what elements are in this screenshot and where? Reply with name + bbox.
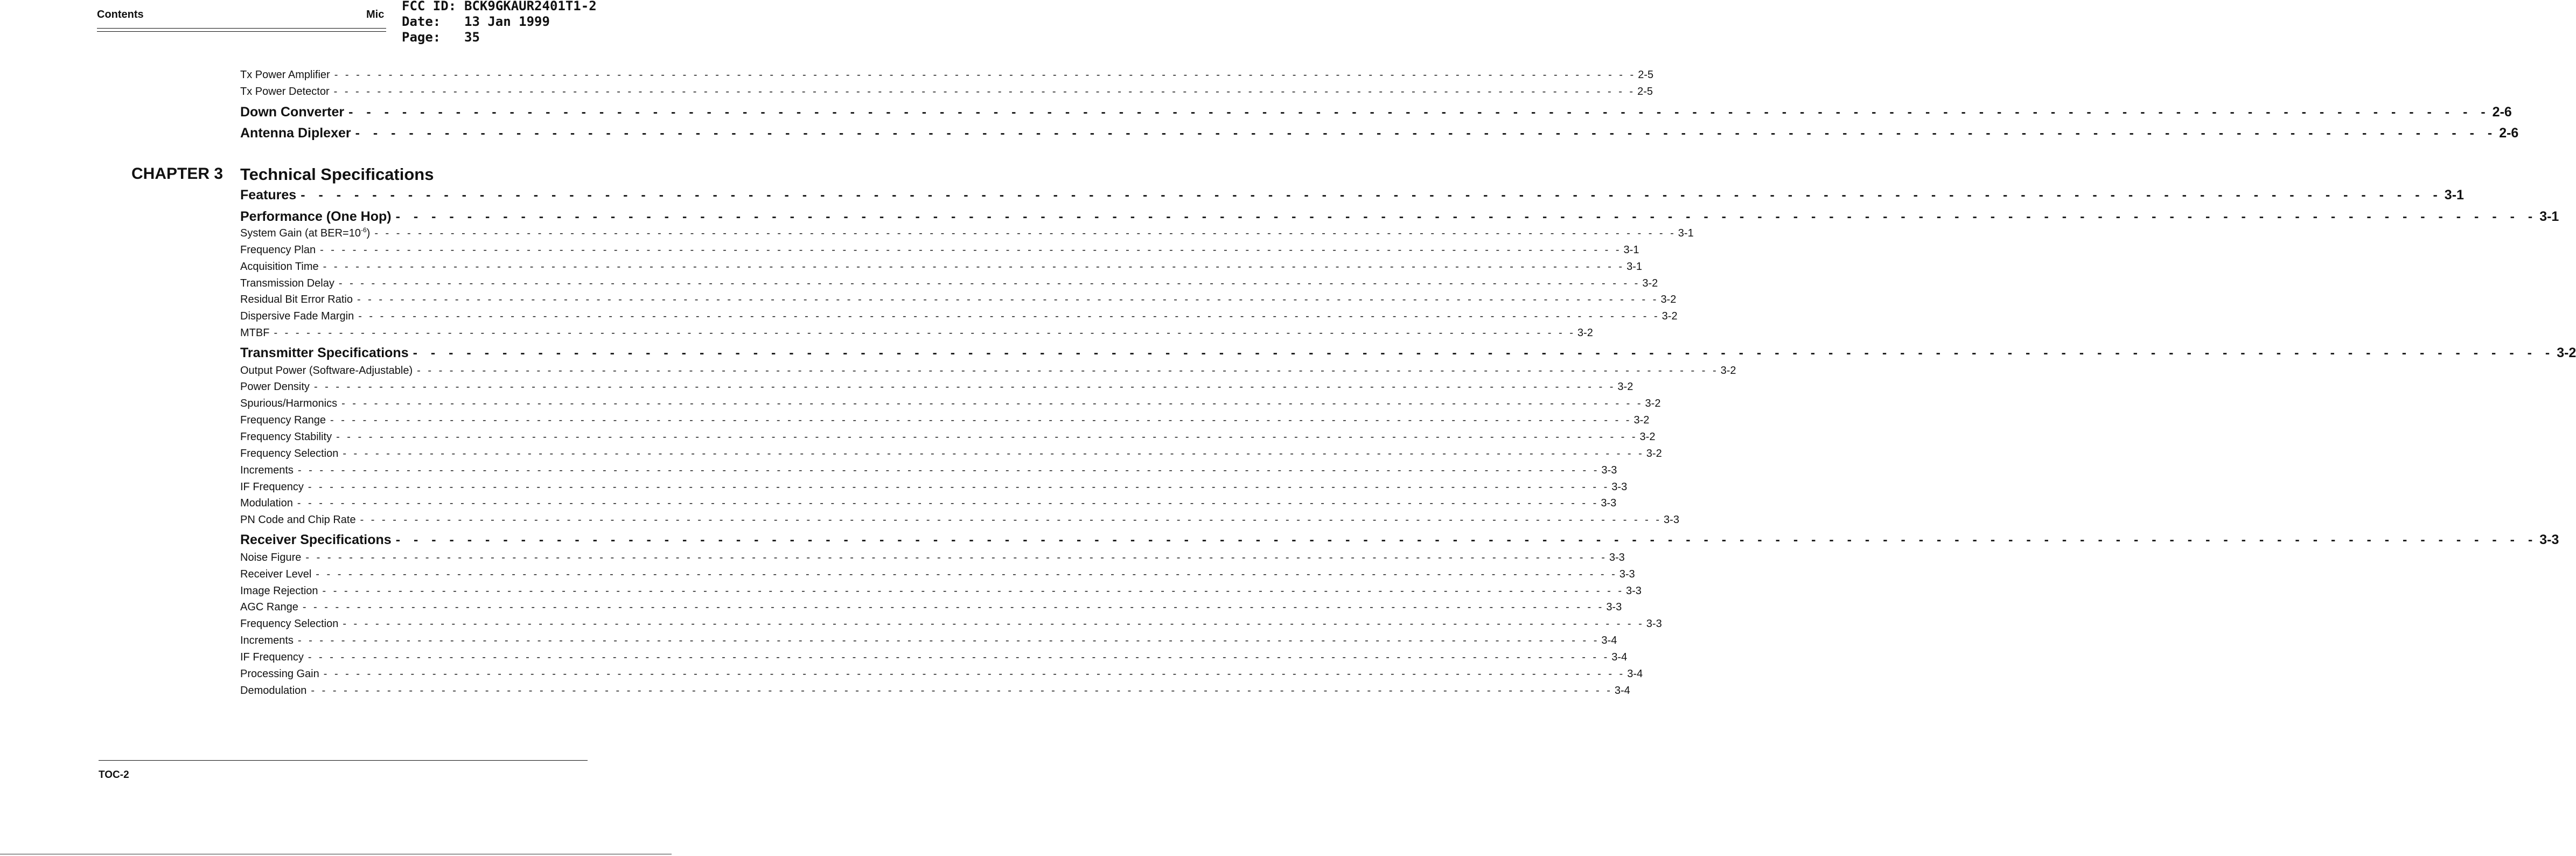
- toc-entry-page: 3-3: [1601, 464, 1617, 476]
- dot-leader: - - - - - - - - - - - - - - - - - - - - - - - - - - - - - - - - - - - - - - - - - - - - - - - - - - - - - - - - - - - - - - - - - - - - - - - - - - - - - - - - - - - - - - - - - - - - - - - - - - - - - - - - - - - - - - - - - - - - - - - -: [302, 601, 1604, 613]
- toc-entry: [240, 585, 1642, 597]
- toc-entry: [240, 464, 1617, 477]
- fcc-id-label: FCC ID:: [402, 0, 457, 13]
- toc-entry: [240, 327, 1593, 339]
- toc-entry-page: 3-3: [1601, 497, 1617, 509]
- dot-leader: - - - - - - - - - - - - - - - - - - - - - - - - - - - - - - - - - - - - - - - - - - - - - - - - - - - - - - - - - - - - - - - - - - - - - - - - - - - - - - - - - - - - - - - - - - - - - - - - - - - - - - - - - - - - - - - - - - - - - - - -: [343, 618, 1644, 630]
- toc-section-entry: [240, 105, 2512, 120]
- toc-entry-title: Receiver Specifications: [240, 532, 392, 547]
- toc-entry-page: 3-2: [1642, 277, 1658, 289]
- toc-entry-title: Image Rejection: [240, 585, 318, 597]
- toc-entry-page: 2-5: [1638, 69, 1654, 81]
- dot-leader: - - - - - - - - - - - - - - - - - - - - - - - - - - - - - - - - - - - - - - - - - - - - - - - - - - - - - - - - - - - - - - - - - - - - - - - - - - - - - - - - - - - - - - - - - - - - - - - - - - - - - - - - - - - - - - - - - - - - - - - -: [358, 310, 1660, 322]
- toc-entry-page: 3-1: [1678, 227, 1694, 239]
- toc-entry-title: Frequency Selection: [240, 618, 339, 630]
- toc-entry-title: Tx Power Detector: [240, 86, 330, 98]
- toc-entry: [240, 601, 1622, 614]
- toc-entry-page: 3-4: [1627, 668, 1643, 680]
- toc-entry-page: 3-3: [1611, 481, 1628, 493]
- toc-entry-page: 2-6: [2492, 105, 2512, 120]
- toc-entry-page: 2-6: [2499, 126, 2519, 141]
- toc-entry-title: Frequency Stability: [240, 431, 332, 443]
- toc-entry-title: Increments: [240, 464, 294, 476]
- dot-leader: - - - - - - - - - - - - - - - - - - - - - - - - - - - - - - - - - - - - - - - - - - - - - - - - - - - - - - - - - - - - - - - - - - - - - - - - - - - - - - - - - - - - - - - - - - - - - - - - - - - - - - - - - - - - - - - - - - - - - - - -: [297, 497, 1599, 509]
- header-rule-bottom: [97, 31, 386, 32]
- toc-entry: [240, 497, 1617, 510]
- dot-leader: - - - - - - - - - - - - - - - - - - - - - - - - - - - - - - - - - - - - - - - - - - - - - - - - - - - - - - - - - - - - - - - - - - - - - - - - - - - - - - - - - - - - - - - - - - - - - - - - - - - - - - - - - - - - - - - - - - - - - - - -: [348, 105, 2490, 120]
- toc-entry-title: MTBF: [240, 327, 270, 339]
- toc-entry-page: 3-2: [1617, 381, 1633, 393]
- toc-entry-title: Output Power (Software-Adjustable): [240, 365, 413, 377]
- dot-leader: - - - - - - - - - - - - - - - - - - - - - - - - - - - - - - - - - - - - - - - - - - - - - - - - - - - - - - - - - - - - - - - - - - - - - - - - - - - - - - - - - - - - - - - - - - - - - - - - - - - - - - - - - - - - - - - - - - - - - - - -: [313, 381, 1616, 393]
- toc-entry-page: 3-2: [1662, 310, 1678, 322]
- toc-entry: [240, 635, 1617, 647]
- dot-leader: - - - - - - - - - - - - - - - - - - - - - - - - - - - - - - - - - - - - - - - - - - - - - - - - - - - - - - - - - - - - - - - - - - - - - - - - - - - - - - - - - - - - - - - - - - - - - - - - - - - - - - - - - - - - - - - - - - - - - - - -: [274, 327, 1575, 339]
- toc-section-entry: [240, 532, 2559, 548]
- toc-entry-title: Performance (One Hop): [240, 209, 392, 224]
- toc-entry-page: 3-3: [1664, 514, 1679, 526]
- dot-leader: - - - - - - - - - - - - - - - - - - - - - - - - - - - - - - - - - - - - - - - - - - - - - - - - - - - - - - - - - - - - - - - - - - - - - - - - - - - - - - - - - - - - - - - - - - - - - - - - - - - - - - - - - - - - - - - - - - - - - - - -: [341, 398, 1643, 409]
- toc-entry-title: Demodulation: [240, 685, 307, 697]
- toc-entry: [240, 69, 1654, 81]
- toc-entry-page: 3-4: [1614, 685, 1630, 697]
- toc-entry-page: 3-3: [1606, 601, 1622, 613]
- dot-leader: - - - - - - - - - - - - - - - - - - - - - - - - - - - - - - - - - - - - - - - - - - - - - - - - - - - - - - - - - - - - - - - - - - - - - - - - - - - - - - - - - - - - - - - - - - - - - - - - - - - - - - - - - - - - - - - - - - - - - - - -: [308, 481, 1610, 493]
- date-value: 13 Jan 1999: [464, 14, 550, 29]
- toc-entry-page: 3-3: [1626, 585, 1642, 597]
- toc-entry-title: Acquisition Time: [240, 261, 319, 273]
- dot-leader: - - - - - - - - - - - - - - - - - - - - - - - - - - - - - - - - - - - - - - - - - - - - - - - - - - - - - - - - - - - - - - - - - - - - - - - - - - - - - - - - - - - - - - - - - - - - - - - - - - - - - - - - - - - - - - - - - - - - - - - -: [355, 126, 2497, 141]
- dot-leader: - - - - - - - - - - - - - - - - - - - - - - - - - - - - - - - - - - - - - - - - - - - - - - - - - - - - - - - - - - - - - - - - - - - - - - - - - - - - - - - - - - - - - - - - - - - - - - - - - - - - - - - - - - - - - - - - - - - - - - - -: [316, 568, 1617, 580]
- dot-leader: - - - - - - - - - - - - - - - - - - - - - - - - - - - - - - - - - - - - - - - - - - - - - - - - - - - - - - - - - - - - - - - - - - - - - - - - - - - - - - - - - - - - - - - - - - - - - - - - - - - - - - - - - - - - - - - - - - - - - - - -: [322, 585, 1624, 597]
- toc-entry-title: Antenna Diplexer: [240, 126, 351, 141]
- toc-entry: [240, 685, 1630, 697]
- dot-leader: - - - - - - - - - - - - - - - - - - - - - - - - - - - - - - - - - - - - - - - - - - - - - - - - - - - - - - - - - - - - - - - - - - - - - - - - - - - - - - - - - - - - - - - - - - - - - - - - - - - - - - - - - - - - - - - - - - - - - - - -: [330, 414, 1632, 426]
- toc-entry-page: 3-3: [1609, 552, 1625, 563]
- toc-entry: [240, 244, 1639, 256]
- toc-entry: [240, 261, 1642, 273]
- toc-entry: [240, 448, 1662, 460]
- dot-leader: - - - - - - - - - - - - - - - - - - - - - - - - - - - - - - - - - - - - - - - - - - - - - - - - - - - - - - - - - - - - - - - - - - - - - - - - - - - - - - - - - - - - - - - - - - - - - - - - - - - - - - - - - - - - - - - - - - - - - - - -: [343, 448, 1644, 460]
- toc-entry: [240, 277, 1658, 290]
- toc-entry-page: 3-2: [1645, 398, 1661, 409]
- toc-entry-page: 3-2: [1660, 294, 1677, 305]
- toc-entry-title: System Gain (at $BER=10^{-6}$): [240, 226, 371, 239]
- toc-entry-page: 3-1: [2539, 209, 2559, 224]
- dot-leader: - - - - - - - - - - - - - - - - - - - - - - - - - - - - - - - - - - - - - - - - - - - - - - - - - - - - - - - - - - - - - - - - - - - - - - - - - - - - - - - - - - - - - - - - - - - - - - - - - - - - - - - - - - - - - - - - - - - - - - - -: [311, 685, 1612, 697]
- toc-entry-system-gain: [240, 226, 1694, 240]
- dot-leader: - - - - - - - - - - - - - - - - - - - - - - - - - - - - - - - - - - - - - - - - - - - - - - - - - - - - - - - - - - - - - - - - - - - - - - - - - - - - - - - - - - - - - - - - - - - - - - - - - - - - - - - - - - - - - - - - - - - - - - - -: [305, 552, 1607, 563]
- toc-entry: [240, 86, 1653, 98]
- chapter-label: CHAPTER 3: [131, 165, 224, 183]
- toc-entry: [240, 431, 1656, 443]
- toc-entry-title: Frequency Range: [240, 414, 326, 426]
- toc-entry-title: Features: [240, 187, 297, 203]
- dot-leader: - - - - - - - - - - - - - - - - - - - - - - - - - - - - - - - - - - - - - - - - - - - - - - - - - - - - - - - - - - - - - - - - - - - - - - - - - - - - - - - - - - - - - - - - - - - - - - - - - - - - - - - - - - - - - - - - - - - - - - - -: [334, 69, 1636, 81]
- toc-entry-title: Tx Power Amplifier: [240, 69, 330, 81]
- superscript-exponent: -6: [360, 226, 367, 234]
- toc-section-entry: [240, 187, 2464, 203]
- toc-entry-title: Transmission Delay: [240, 277, 334, 289]
- toc-entry: [240, 365, 1736, 377]
- dot-leader: - - - - - - - - - - - - - - - - - - - - - - - - - - - - - - - - - - - - - - - - - - - - - - - - - - - - - - - - - - - - - - - - - - - - - - - - - - - - - - - - - - - - - - - - - - - - - - - - - - - - - - - - - - - - - - - - - - - - - - - -: [297, 464, 1600, 476]
- toc-entry-title: Receiver Level: [240, 568, 312, 580]
- toc-entry-title: Residual Bit Error Ratio: [240, 294, 353, 305]
- toc-entry-title: IF Frequency: [240, 481, 304, 493]
- dot-leader: - - - - - - - - - - - - - - - - - - - - - - - - - - - - - - - - - - - - - - - - - - - - - - - - - - - - - - - - - - - - - - - - - - - - - - - - - - - - - - - - - - - - - - - - - - - - - - - - - - - - - - - - - - - - - - - - - - - - - - - -: [333, 86, 1636, 98]
- toc-entry-page: 3-3: [2539, 532, 2559, 547]
- dot-leader: - - - - - - - - - - - - - - - - - - - - - - - - - - - - - - - - - - - - - - - - - - - - - - - - - - - - - - - - - - - - - - - - - - - - - - - - - - - - - - - - - - - - - - - - - - - - - - - - - - - - - - - - - - - - - - - - - - - - - - - -: [360, 514, 1662, 526]
- toc-entry-page: 3-3: [1619, 568, 1635, 580]
- dot-leader: - - - - - - - - - - - - - - - - - - - - - - - - - - - - - - - - - - - - - - - - - - - - - - - - - - - - - - - - - - - - - - - - - - - - - - - - - - - - - - - - - - - - - - - - - - - - - - - - - - - - - - - - - - - - - - - - - - - - - - - -: [357, 294, 1659, 305]
- toc-entry-title: IF Frequency: [240, 651, 304, 663]
- toc-entry-title: Transmitter Specifications: [240, 345, 409, 360]
- dot-leader: - - - - - - - - - - - - - - - - - - - - - - - - - - - - - - - - - - - - - - - - - - - - - - - - - - - - - - - - - - - - - - - - - - - - - - - - - - - - - - - - - - - - - - - - - - - - - - - - - - - - - - - - - - - - - - - - - - - - - - - -: [336, 431, 1638, 443]
- toc-entry-page: 3-1: [1626, 261, 1642, 273]
- toc-entry: [240, 618, 1662, 630]
- dot-leader: - - - - - - - - - - - - - - - - - - - - - - - - - - - - - - - - - - - - - - - - - - - - - - - - - - - - - - - - - - - - - - - - - - - - - - - - - - - - - - - - - - - - - - - - - - - - - - - - - - - - - - - - - - - - - - - - - - - - - - - -: [395, 209, 2538, 224]
- toc-entry-title: Noise Figure: [240, 552, 302, 563]
- toc-entry: [240, 552, 1625, 564]
- toc-entry-title: Dispersive Fade Margin: [240, 310, 354, 322]
- toc-entry-page: 3-1: [2444, 187, 2464, 203]
- toc-entry: [240, 668, 1643, 680]
- toc-entry: [240, 651, 1628, 664]
- toc-entry-page: 2-5: [1637, 86, 1653, 98]
- toc-entry-title: Spurious/Harmonics: [240, 398, 338, 409]
- fcc-id-value: BCK9GKAUR2401T1-2: [464, 0, 597, 13]
- dot-leader: - - - - - - - - - - - - - - - - - - - - - - - - - - - - - - - - - - - - - - - - - - - - - - - - - - - - - - - - - - - - - - - - - - - - - - - - - - - - - - - - - - - - - - - - - - - - - - - - - - - - - - - - - - - - - - - - - - - - - - - -: [297, 635, 1600, 646]
- toc-entry-page: 3-1: [1623, 244, 1639, 256]
- toc-section-entry: [240, 209, 2559, 225]
- toc-entry-title: Power Density: [240, 381, 310, 393]
- dot-leader: - - - - - - - - - - - - - - - - - - - - - - - - - - - - - - - - - - - - - - - - - - - - - - - - - - - - - - - - - - - - - - - - - - - - - - - - - - - - - - - - - - - - - - - - - - - - - - - - - - - - - - - - - - - - - - - - - - - - - - - -: [395, 532, 2538, 547]
- fcc-labels: [402, 0, 456, 45]
- toc-entry: [240, 481, 1628, 493]
- toc-entry: [240, 398, 1661, 410]
- footer-page-label: TOC-2: [99, 769, 129, 781]
- dot-leader: - - - - - - - - - - - - - - - - - - - - - - - - - - - - - - - - - - - - - - - - - - - - - - - - - - - - - - - - - - - - - - - - - - - - - - - - - - - - - - - - - - - - - - - - - - - - - - - - - - - - - - - - - - - - - - - - - - - - - - - -: [320, 244, 1622, 256]
- page-number-value: 35: [464, 30, 480, 45]
- dot-leader: - - - - - - - - - - - - - - - - - - - - - - - - - - - - - - - - - - - - - - - - - - - - - - - - - - - - - - - - - - - - - - - - - - - - - - - - - - - - - - - - - - - - - - - - - - - - - - - - - - - - - - - - - - - - - - - - - - - - - - - -: [374, 227, 1676, 239]
- toc-entry-title: Modulation: [240, 497, 293, 509]
- toc-section-entry: [240, 126, 2519, 141]
- toc-entry-title: Increments: [240, 635, 294, 646]
- toc-entry-title: PN Code and Chip Rate: [240, 514, 356, 526]
- header-section-title: Contents: [97, 9, 144, 20]
- toc-entry-page: 3-2: [2557, 345, 2576, 360]
- dot-leader: - - - - - - - - - - - - - - - - - - - - - - - - - - - - - - - - - - - - - - - - - - - - - - - - - - - - - - - - - - - - - - - - - - - - - - - - - - - - - - - - - - - - - - - - - - - - - - - - - - - - - - - - - - - - - - - - - - - - - - - -: [323, 261, 1625, 273]
- fcc-values: [464, 0, 597, 45]
- dot-leader: - - - - - - - - - - - - - - - - - - - - - - - - - - - - - - - - - - - - - - - - - - - - - - - - - - - - - - - - - - - - - - - - - - - - - - - - - - - - - - - - - - - - - - - - - - - - - - - - - - - - - - - - - - - - - - - - - - - - - - - -: [301, 187, 2442, 203]
- dot-leader: - - - - - - - - - - - - - - - - - - - - - - - - - - - - - - - - - - - - - - - - - - - - - - - - - - - - - - - - - - - - - - - - - - - - - - - - - - - - - - - - - - - - - - - - - - - - - - - - - - - - - - - - - - - - - - - - - - - - - - - -: [338, 277, 1640, 289]
- toc-entry-title: Frequency Plan: [240, 244, 316, 256]
- toc-entry: [240, 381, 1633, 393]
- toc-entry-page: 3-2: [1577, 327, 1593, 339]
- header-mic: Mic: [366, 9, 385, 20]
- toc-entry-page: 3-4: [1601, 635, 1617, 646]
- toc-entry-page: 3-2: [1646, 448, 1662, 460]
- toc-entry: [240, 514, 1679, 526]
- header-rule-top: [97, 28, 386, 29]
- toc-entry-page: 3-3: [1646, 618, 1662, 630]
- toc-entry: [240, 568, 1635, 581]
- toc-entry-page: 3-2: [1720, 365, 1736, 377]
- dot-leader: - - - - - - - - - - - - - - - - - - - - - - - - - - - - - - - - - - - - - - - - - - - - - - - - - - - - - - - - - - - - - - - - - - - - - - - - - - - - - - - - - - - - - - - - - - - - - - - - - - - - - - - - - - - - - - - - - - - - - - - -: [413, 345, 2555, 360]
- toc-section-entry: [240, 345, 2576, 361]
- dot-leader: - - - - - - - - - - - - - - - - - - - - - - - - - - - - - - - - - - - - - - - - - - - - - - - - - - - - - - - - - - - - - - - - - - - - - - - - - - - - - - - - - - - - - - - - - - - - - - - - - - - - - - - - - - - - - - - - - - - - - - - -: [308, 651, 1610, 663]
- toc-entry-title: Frequency Selection: [240, 448, 339, 460]
- page-label: Page:: [402, 30, 441, 45]
- toc-entry-page: 3-2: [1639, 431, 1656, 443]
- toc-entry-title: AGC Range: [240, 601, 298, 613]
- toc-entry: [240, 414, 1650, 427]
- dot-leader: - - - - - - - - - - - - - - - - - - - - - - - - - - - - - - - - - - - - - - - - - - - - - - - - - - - - - - - - - - - - - - - - - - - - - - - - - - - - - - - - - - - - - - - - - - - - - - - - - - - - - - - - - - - - - - - - - - - - - - - -: [323, 668, 1625, 680]
- toc-entry: [240, 310, 1678, 323]
- dot-leader: - - - - - - - - - - - - - - - - - - - - - - - - - - - - - - - - - - - - - - - - - - - - - - - - - - - - - - - - - - - - - - - - - - - - - - - - - - - - - - - - - - - - - - - - - - - - - - - - - - - - - - - - - - - - - - - - - - - - - - - -: [417, 365, 1719, 377]
- date-label: Date:: [402, 14, 441, 29]
- toc-entry-page: 3-2: [1633, 414, 1650, 426]
- chapter-title: Technical Specifications: [240, 165, 434, 184]
- toc-entry: [240, 294, 1677, 306]
- toc-entry-title: Down Converter: [240, 105, 345, 120]
- footer-rule: [99, 760, 588, 761]
- toc-entry-page: 3-4: [1611, 651, 1628, 663]
- toc-entry-title: Processing Gain: [240, 668, 319, 680]
